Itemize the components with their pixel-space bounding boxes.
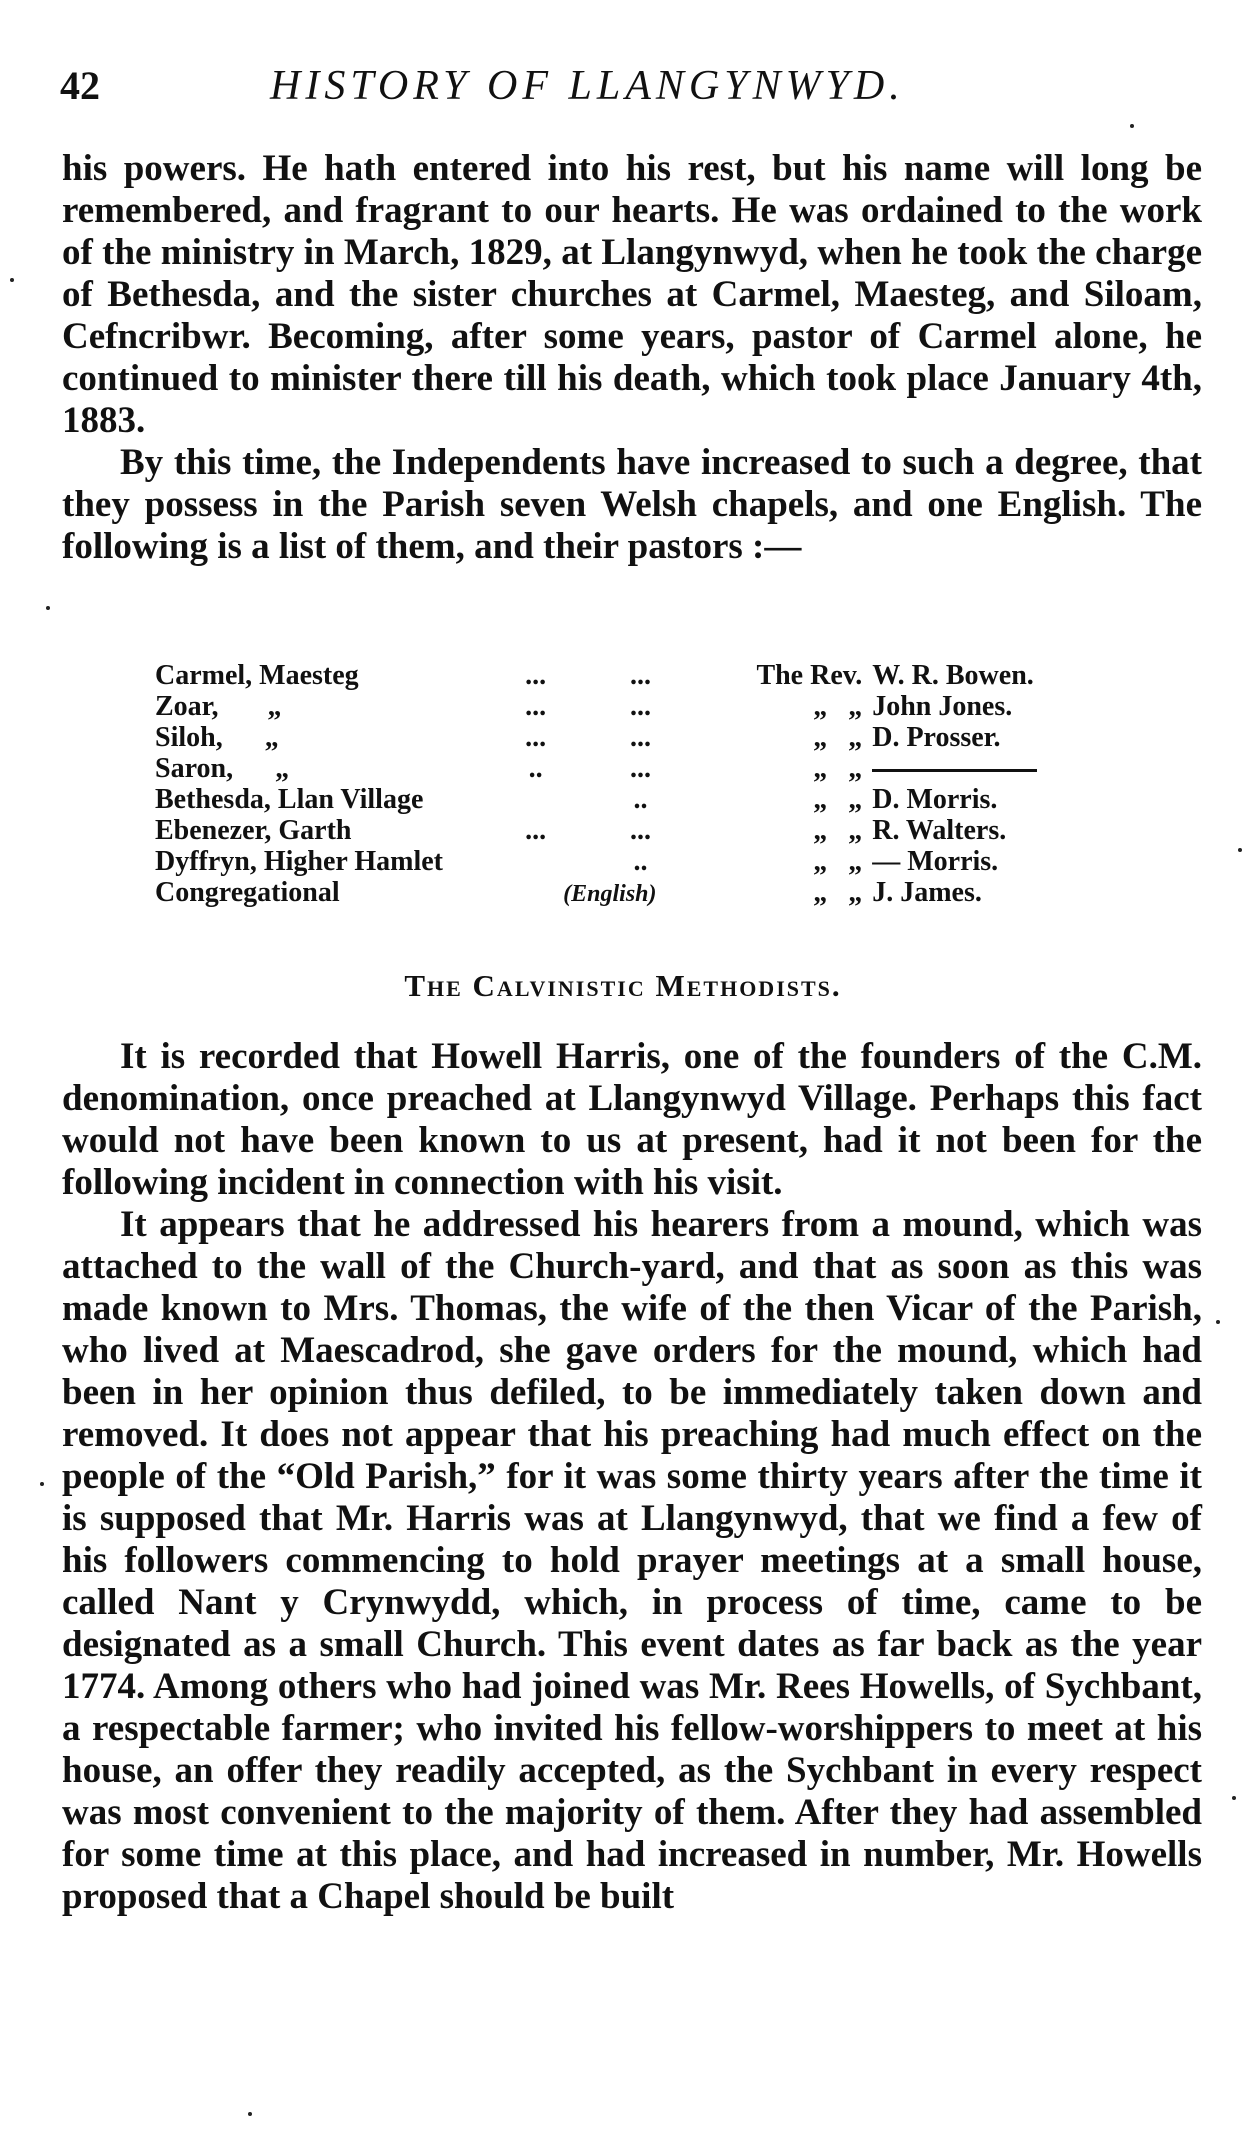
chapel-name: Ebenezer, Garth: [155, 815, 352, 846]
pastor-name: R. Walters.: [872, 815, 1007, 846]
pastor-name: — Morris.: [872, 846, 999, 877]
leader-dots: ..: [633, 784, 648, 815]
chapel-row: [155, 753, 1115, 784]
leader-dots: ...: [525, 660, 547, 691]
pastor-title-ditto: „ „: [813, 722, 863, 753]
pastor-name: D. Prosser.: [872, 722, 1001, 753]
leader-dots: ..: [633, 846, 648, 877]
chapel-row: [155, 691, 1115, 722]
paragraph-independents: By this time, the Independents have increased to such a degree, that they possess in the Parish seven Welsh chapels, and one English. The following is a list of them, and their pastors :—: [62, 442, 1202, 567]
leader-dots: ...: [630, 753, 651, 784]
page-header: [60, 62, 1200, 122]
chapel-row: [155, 722, 1115, 753]
leader-dots: ..: [528, 753, 543, 784]
vacant-rule: [872, 769, 1037, 772]
chapel-name: Siloh, „: [155, 722, 279, 753]
leader-dots: ...: [525, 691, 547, 722]
print-speck: [10, 278, 14, 282]
text-block-bottom: [62, 1036, 1202, 1918]
pastor-title-ditto: „ „: [813, 753, 863, 784]
page-number: 42: [60, 63, 100, 108]
leader-dots: ...: [630, 815, 651, 846]
chapel-name: Zoar, „: [155, 691, 282, 722]
pastor-title-ditto: „ „: [813, 846, 863, 877]
chapel-list: [155, 660, 1115, 910]
leader-dots: ...: [630, 660, 651, 691]
pastor-name: J. James.: [872, 877, 982, 908]
print-speck: [1232, 1796, 1236, 1800]
text-block-top: [62, 148, 1202, 568]
chapel-row: [155, 877, 1115, 910]
leader-dots: [486, 784, 585, 815]
chapel-name: Dyffryn, Higher Hamlet: [155, 846, 443, 877]
paragraph-howell-harris: It is recorded that Howell Harris, one of the founders of the C.M. denomination, once preached at Llangynwyd Village. Perhaps this fact would not have been known to us at present, had it not been for the following incident in connection with his visit.: [62, 1036, 1202, 1203]
pastor-title-ditto: „ „: [813, 877, 863, 908]
chapel-name: Congregational: [155, 877, 340, 908]
running-title: HISTORY OF LLANGYNWYD.: [270, 63, 905, 109]
paragraph-continuation: his powers. He hath entered into his rest, but his name will long be remembered, and fragrant to our hearts. He was ordained to the work of the ministry in March, 1829, at Llangynwyd, when he took the charge of Bethesda, and the sister churches at Carmel, Maesteg, and Siloam, Cefncribwr. Becoming, after some years, pastor of Carmel alone, he continued to minister there till his death, which took place January 4th, 1883.: [62, 148, 1202, 441]
pastor-name: John Jones.: [872, 691, 1013, 722]
english-label: (English): [563, 881, 657, 907]
pastor-title-ditto: „ „: [813, 691, 863, 722]
chapel-name: Bethesda, Llan Village: [155, 784, 424, 815]
paragraph-mound: It appears that he addressed his hearers from a mound, which was attached to the wall of the Church-yard, and that as soon as this was made known to Mrs. Thomas, the wife of the then Vicar of the Parish, who lived at Maescadrod, she gave orders for the mound, which had been in her opinion thus defiled, to be immediately taken down and removed. It does not appear that his preaching had much effect on the people of the “Old Parish,” for it was some thirty years after the time it is supposed that Mr. Harris was at Llangynwyd, that we find a few of his followers commencing to hold prayer meetings at a small house, called Nant y Crynwydd, which, in process of time, came to be designated as a small Church. This event dates as far back as the year 1774. Among others who had joined was Mr. Rees Howells, of Sychbant, a respectable farmer; who invited his fellow-worshippers to meet at his house, an offer they readily accepted, as the Sychbant in every respect was most convenient to the majority of them. After they had assembled for some time at this place, and had increased in number, Mr. Howells proposed that a Chapel should be built: [62, 1204, 1202, 1917]
leader-dots: ...: [525, 722, 547, 753]
chapel-row: [155, 815, 1115, 846]
print-speck: [1216, 1320, 1220, 1324]
chapel-name: Carmel, Maesteg: [155, 660, 359, 691]
chapel-row: [155, 784, 1115, 815]
leader-dots: ...: [525, 815, 547, 846]
pastor-name: W. R. Bowen.: [872, 660, 1034, 691]
print-speck: [40, 1482, 44, 1486]
pastor-vacant: [872, 753, 1115, 784]
print-speck: [1238, 848, 1242, 852]
pastor-name: D. Morris.: [872, 784, 998, 815]
chapel-name: Saron, „: [155, 753, 290, 784]
print-speck: [248, 2112, 252, 2116]
section-heading: The Calvinistic Methodists.: [404, 968, 842, 1003]
pastor-title-ditto: „ „: [813, 784, 863, 815]
chapel-row: [155, 846, 1115, 877]
chapel-row: [155, 660, 1115, 691]
print-speck: [1130, 124, 1134, 128]
leader-dots: ...: [630, 691, 651, 722]
pastor-title: The Rev.: [756, 660, 863, 691]
leader-dots: ...: [630, 722, 651, 753]
print-speck: [46, 606, 50, 610]
pastor-title-ditto: „ „: [813, 815, 863, 846]
language-note: [486, 877, 696, 910]
leader-dots: [486, 846, 585, 877]
